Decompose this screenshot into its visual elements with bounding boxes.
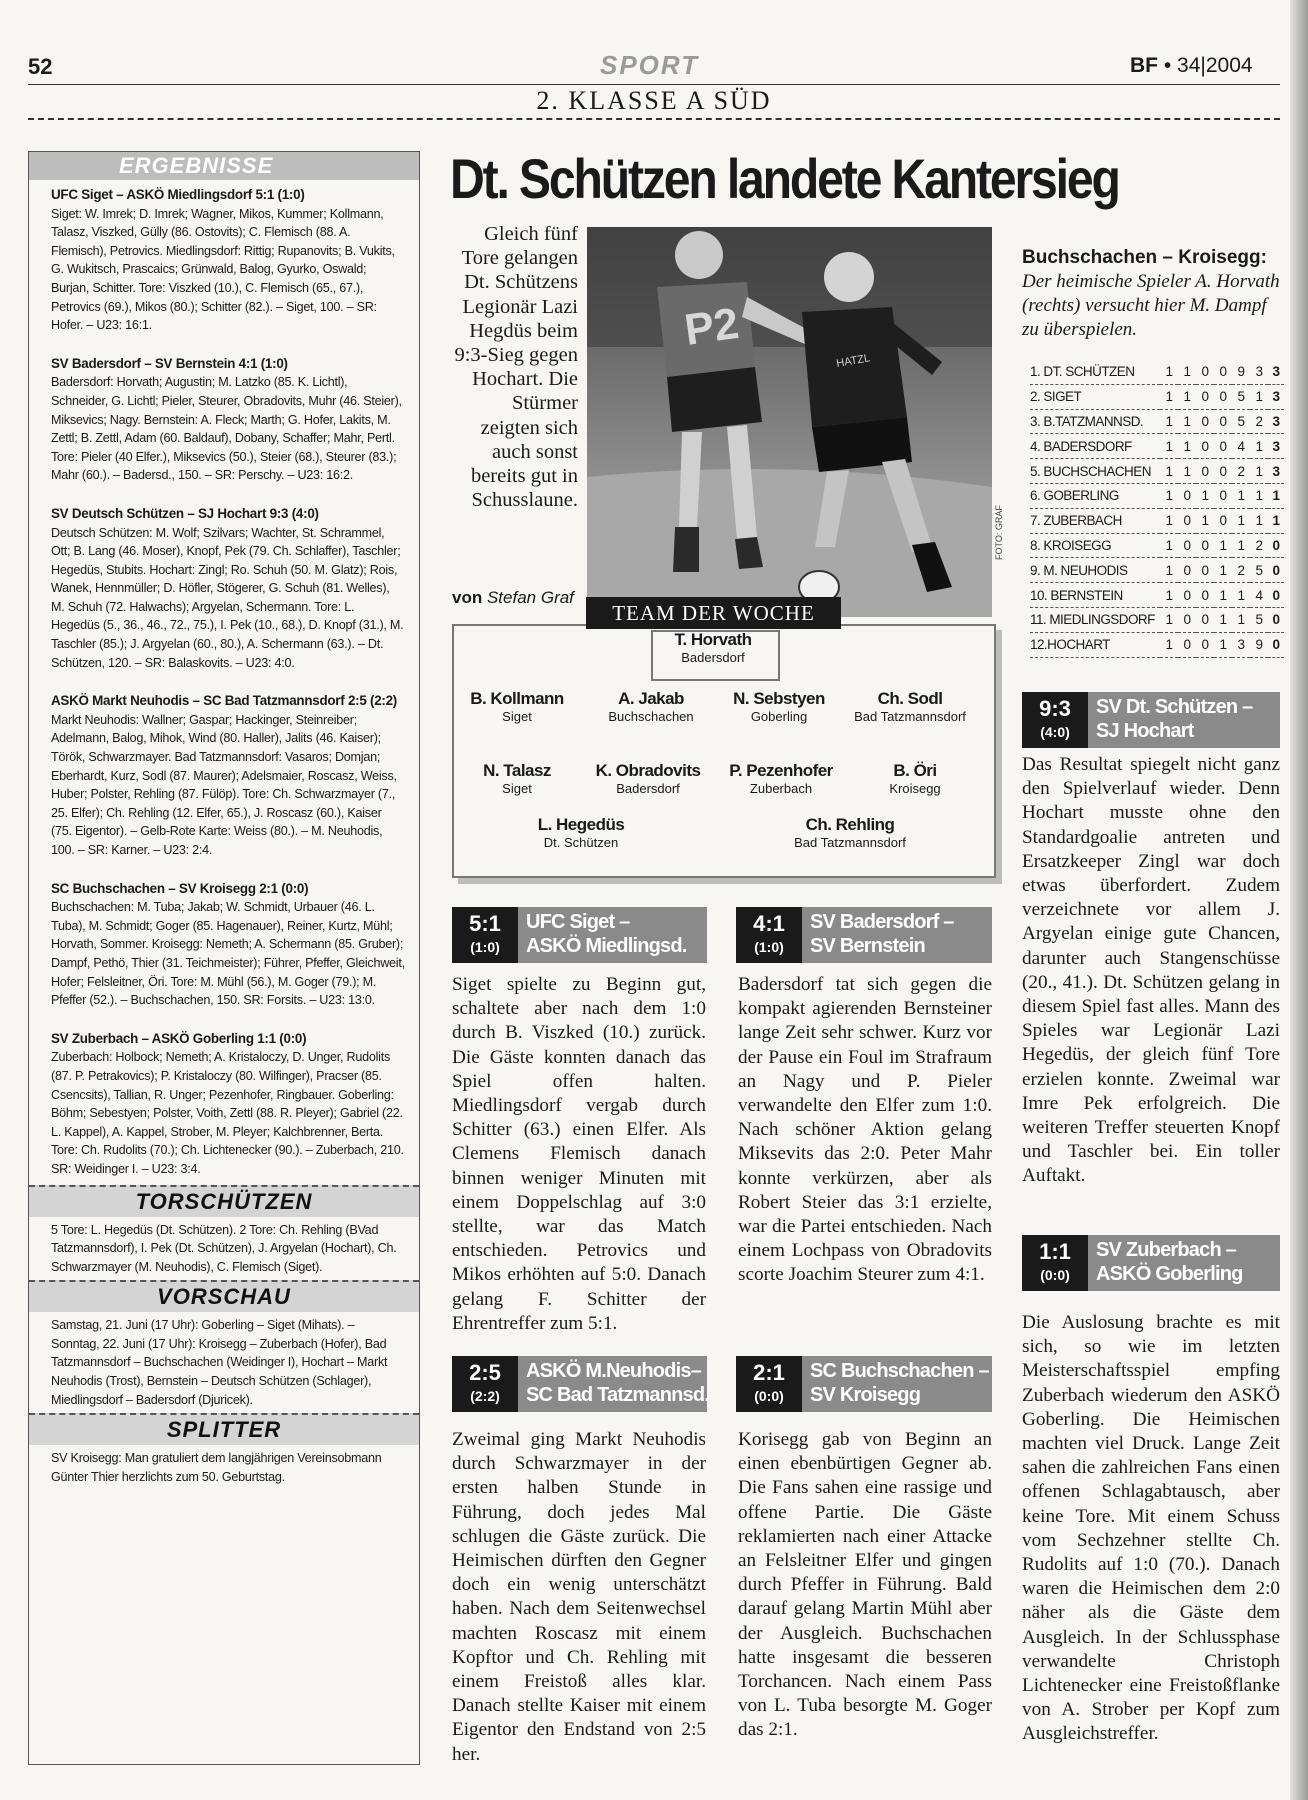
headline: Dt. Schützen landete Kantersieg — [450, 147, 1119, 210]
standings-w: 0 — [1178, 632, 1196, 657]
svg-text:P2: P2 — [681, 298, 742, 355]
standings-w: 1 — [1178, 459, 1196, 484]
halftime-score: (1:0) — [470, 939, 500, 955]
standings-d: 0 — [1196, 434, 1214, 459]
standings-ga: 1 — [1250, 384, 1268, 409]
issue-info — [1130, 54, 1253, 78]
torschuetzen-banner: TORSCHÜTZEN — [29, 1185, 419, 1217]
standings-points: 0 — [1268, 632, 1284, 657]
team-names — [1096, 695, 1276, 743]
player-club: Zuberbach — [749, 781, 813, 796]
halftime-score: (0:0) — [754, 1388, 784, 1404]
lead-paragraph: Gleich fünf Tore gelangen Dt. Schützens Legionär Lazi Hegdüs beim 9:3-Sieg gegen Hochart. Die Stürmer zeigten sich auch sonst bereits gut in Schusslaune. — [454, 223, 578, 512]
scorebox-badersdorf-bernstein — [736, 907, 992, 963]
standings-row — [1030, 607, 1284, 632]
halftime-score: (1:0) — [754, 939, 784, 955]
standings-row — [1030, 632, 1284, 657]
standings-d: 0 — [1196, 459, 1214, 484]
byline-author: Stefan Graf — [486, 588, 574, 607]
standings-gf: 1 — [1232, 583, 1250, 608]
standings-d: 0 — [1196, 360, 1214, 384]
standings-row — [1030, 583, 1284, 608]
away-team: SV Bernstein — [810, 935, 925, 957]
standings-team: 7. ZUBERBACH — [1030, 508, 1160, 533]
standings-g: 1 — [1160, 434, 1178, 459]
standings-l: 1 — [1214, 607, 1232, 632]
player-midfielder-4 — [835, 761, 995, 796]
standings-team: 4. BADERSDORF — [1030, 434, 1160, 459]
player-forward-1 — [501, 815, 661, 850]
player-club: Dt. Schützen — [543, 835, 619, 850]
standings-points: 3 — [1268, 434, 1284, 459]
player-name: N. Sebstyen — [733, 689, 825, 708]
standings-d: 0 — [1196, 558, 1214, 583]
standings-g: 1 — [1160, 409, 1178, 434]
player-club: Bad Tatzmannsdorf — [794, 835, 906, 850]
caption-text: Der heimische Spieler A. Horvath (rechts) versucht hier M. Dampf zu überspielen. — [1022, 271, 1280, 340]
result-game-2 — [29, 355, 419, 485]
match-photo — [587, 227, 992, 617]
player-name: Ch. Sodl — [877, 689, 943, 708]
byline-prefix: von — [452, 588, 483, 607]
standings-g: 1 — [1160, 459, 1178, 484]
standings-gf: 5 — [1232, 409, 1250, 434]
standings-w: 1 — [1178, 409, 1196, 434]
standings-gf: 1 — [1232, 607, 1250, 632]
standings-ga: 1 — [1250, 508, 1268, 533]
standings-points: 0 — [1268, 583, 1284, 608]
splitter-banner: SPLITTER — [29, 1413, 419, 1445]
halftime-score: (2:2) — [470, 1388, 500, 1404]
standings-team: 1. DT. SCHÜTZEN — [1030, 360, 1160, 384]
player-name: T. Horvath — [674, 630, 752, 649]
standings-points: 3 — [1268, 409, 1284, 434]
team-names — [526, 1359, 710, 1407]
scorebox-schuetzen-hochart — [1022, 692, 1280, 748]
result-game-3 — [29, 505, 419, 672]
player-club: Buchschachen — [608, 709, 694, 724]
standings-l: 1 — [1214, 558, 1232, 583]
final-score: 5:1 — [469, 911, 501, 936]
vorschau-banner: VORSCHAU — [29, 1280, 419, 1312]
final-score: 2:5 — [469, 1360, 501, 1385]
standings-gf: 2 — [1232, 558, 1250, 583]
standings-points: 3 — [1268, 360, 1284, 384]
home-team: SV Dt. Schützen – — [1096, 696, 1253, 718]
standings-g: 1 — [1160, 533, 1178, 558]
standings-team: 6. GOBERLING — [1030, 483, 1160, 508]
standings-gf: 1 — [1232, 533, 1250, 558]
issue-number: • 34|2004 — [1163, 54, 1253, 77]
player-club: Kroisegg — [889, 781, 941, 796]
result-title: ASKÖ Markt Neuhodis – SC Bad Tatzmannsdorf 2:5 (2:2) — [51, 693, 398, 709]
player-name: P. Pezenhofer — [729, 761, 833, 780]
scorebox-neuhodis-tatzmannsdorf — [452, 1356, 710, 1412]
away-team: SC Bad Tatzmannsd. — [526, 1384, 710, 1406]
player-defender-4 — [830, 689, 990, 724]
player-goalkeeper — [633, 630, 793, 665]
result-details: Deutsch Schützen: M. Wolf; Szilvars; Wachter, St. Schrammel, Ott; B. Lang (46. Moser), Knopf, Pek (79. Ch. Schlaffer), Taschler; Hegedüs, Stubits. Hochart: Zingl; Ro. Schuh (50. M. Glatz); Rois, Wanek, Hennmüller; D. Höfler, Stögerer, G. Schuh (81. Welles), M. Schuh (72. Halwachs); Argyelan, Schermann. Tore: L. Hegedüs (5., 36., 46., 72., 75.), I. Pek (10., 68.), D. Knopf (31.), M. Taschler (85.); J. Argyelan (60., 80.), A. Schermann (63.). – Dt. Schützen, 120. – SR: Balaskovits. – U23: 4:0. — [51, 525, 404, 670]
score-block — [452, 1356, 518, 1412]
standings-points: 0 — [1268, 533, 1284, 558]
halftime-score: (4:0) — [1040, 724, 1070, 740]
standings-l: 1 — [1214, 533, 1232, 558]
standings-gf: 1 — [1232, 508, 1250, 533]
standings-team: 11. MIEDLINGSDORF — [1030, 607, 1160, 632]
player-name: B. Kollmann — [470, 689, 564, 708]
team-names — [810, 910, 988, 958]
standings-l: 0 — [1214, 459, 1232, 484]
svg-text:HATZL: HATZL — [835, 352, 872, 370]
team-names — [810, 1359, 988, 1407]
standings-row — [1030, 508, 1284, 533]
score-block — [452, 907, 518, 963]
standings-d: 0 — [1196, 533, 1214, 558]
standings-w: 0 — [1178, 483, 1196, 508]
player-name: K. Obradovits — [595, 761, 701, 780]
football-players-photo — [587, 227, 992, 617]
standings-ga: 3 — [1250, 360, 1268, 384]
standings-d: 0 — [1196, 384, 1214, 409]
standings-d: 1 — [1196, 508, 1214, 533]
standings-gf: 3 — [1232, 632, 1250, 657]
final-score: 4:1 — [753, 911, 785, 936]
home-team: UFC Siget – — [526, 911, 630, 933]
player-club: Goberling — [750, 709, 808, 724]
result-title: UFC Siget – ASKÖ Miedlingsdorf 5:1 (1:0) — [51, 187, 305, 202]
player-forward-2 — [770, 815, 930, 850]
score-block — [736, 907, 802, 963]
standings-gf: 4 — [1232, 434, 1250, 459]
magazine-name: BF — [1130, 54, 1158, 77]
standings-team: 12.HOCHART — [1030, 632, 1160, 657]
standings-gf: 5 — [1232, 384, 1250, 409]
splitter-text: SV Kroisegg: Man gratuliert dem langjährigen Vereinsobmann Günter Thier herzlichts zum 50. Geburtstag. — [51, 1451, 382, 1484]
report-neuhodis-tatzmannsdorf: Zweimal ging Markt Neuhodis durch Schwarzmayer in der ersten halben Stunde in Führung, doch jedes Mal schlugen die Gäste zurück. Die Heimischen dürften den Gegner doch ein wenig unterschätzt haben. Nach dem Seitenwechsel machten Roscasz mit einem Kopftor und Ch. Rehling mit einem Freistoß alles klar. Danach stellte Kaiser mit einem Eigentor den Endstand von 2:5 her. — [452, 1429, 706, 1765]
standings-l: 0 — [1214, 360, 1232, 384]
standings-g: 1 — [1160, 483, 1178, 508]
standings-w: 0 — [1178, 558, 1196, 583]
standings-team: 9. M. NEUHODIS — [1030, 558, 1160, 583]
result-details: Buchschachen: M. Tuba; Jakab; W. Schmidt, Urbauer (46. L. Tuba), M. Schmidt; Goger (85. Hagenauer), Reiner, Kurtz, Mühl; Horvath, Sommer. Kroisegg: Nemeth; A. Schermann (85. Gruber); Dampf, Pethö, Thier (31. Teichmeister); Führer, Pfeffer, Gleichweit, Hofer; Felsleitner, Öri. Tore: M. Mühl (56.), M. Goger (79.); M. Pfeffer (52.). – Buchschachen, 150. SR: Forsits. – U23: 13:0. — [51, 900, 405, 1008]
scorebox-buchschachen-kroisegg — [736, 1356, 992, 1412]
standings-g: 1 — [1160, 632, 1178, 657]
header-rule — [28, 84, 1280, 85]
standings-d: 0 — [1196, 607, 1214, 632]
standings-ga: 1 — [1250, 483, 1268, 508]
result-title: SV Deutsch Schützen – SJ Hochart 9:3 (4:0) — [51, 505, 319, 521]
standings-row — [1030, 384, 1284, 409]
result-details: Badersdorf: Horvath; Augustin; M. Latzko (85. K. Lichtl), Schneider, G. Lichtl; Pieler, Steurer, Obradovits, Muhr (46. Steier), Miksevics; Nagy. Bernstein: A. Fleck; Marth; G. Hofer, Lakits, M. Zettl; B. Zettl, Adam (60. Baldauf), Dobany, Schaffer; Mahr, Pertl. Tore: Pieler (40 Elfer.), Miksevics (50.), Steier (68.), Steurer (83.); Mahr (60.). – Badersd., 150. – SR: Perschy. – U23: 16:2. — [51, 375, 402, 483]
standings-team: 5. BUCHSCHACHEN — [1030, 459, 1160, 484]
home-team: ASKÖ M.Neuhodis– — [526, 1360, 701, 1382]
player-club: Bad Tatzmannsdorf — [854, 709, 966, 724]
standings-l: 0 — [1214, 384, 1232, 409]
player-club: Badersdorf — [616, 781, 680, 796]
standings-d: 1 — [1196, 483, 1214, 508]
player-name: N. Talasz — [483, 761, 551, 780]
byline — [452, 588, 578, 608]
away-team: SJ Hochart — [1096, 720, 1194, 742]
player-name: Ch. Rehling — [805, 815, 895, 834]
halftime-score: (0:0) — [1040, 1267, 1070, 1283]
standings-g: 1 — [1160, 360, 1178, 384]
player-name: L. Hegedüs — [537, 815, 625, 834]
standings-row — [1030, 360, 1284, 384]
result-game-1 — [29, 186, 419, 335]
standings-ga: 2 — [1250, 533, 1268, 558]
page-edge-shadow — [1290, 0, 1308, 1800]
standings-ga: 2 — [1250, 409, 1268, 434]
report-buchschachen-kroisegg: Korisegg gab von Beginn an einen ebenbürtigen Gegner ab. Die Fans sahen eine rassige und offene Partie. Die Gäste reklamierten nach einer Attacke an Felsleitner Elfer und gingen durch Pfeffer in Führung. Bald darauf gelang Martin Mühl aber der Ausgleich. Buchschachen hatte insgesamt die besseren Torchancen. Nach einem Pass von L. Tuba besorgte M. Goger das 2:1. — [738, 1429, 992, 1741]
result-game-6 — [29, 1030, 419, 1179]
standings-gf: 1 — [1232, 483, 1250, 508]
results-column — [28, 151, 420, 1765]
result-title: SC Buchschachen – SV Kroisegg 2:1 (0:0) — [51, 880, 309, 896]
score-block — [1022, 692, 1088, 748]
standings-l: 0 — [1214, 434, 1232, 459]
standings-row — [1030, 558, 1284, 583]
standings-table — [1030, 360, 1284, 658]
standings-team: 8. KROISEGG — [1030, 533, 1160, 558]
standings-w: 0 — [1178, 533, 1196, 558]
standings-ga: 9 — [1250, 632, 1268, 657]
standings-d: 0 — [1196, 632, 1214, 657]
report-badersdorf-bernstein: Badersdorf tat sich gegen die kompakt agierenden Bernsteiner lange Zeit sehr schwer. Kurz vor der Pause ein Foul im Strafraum an Nagy und P. Pieler verwandelte den Elfer zum 1:0. Nach schöner Aktion gelang Miksevits das 2:0. Peter Mahr konnte verkürzen, aber als Robert Steier das 3:1 erzielte, war die Partei entschieden. Nach einem Lochpass von Obradovits scorte Joachim Steurer zum 4:1. — [738, 974, 992, 1286]
report-zuberbach-goberling: Die Auslosung brachte es mit sich, so wie im letzten Meisterschaftsspiel empfing Zuberbach wiederum den ASKÖ Goberling. Die Heimischen machten viel Druck. Lange Zeit sahen die zahlreichen Fans einen offenen Schlagabtausch, aber keine Tore. Mit einem Schuss vom Sechzehner stellte Ch. Rudolits auf 1:0 (70.). Danach waren die Heimischen dem 2:0 näher als die Gäste dem Ausgleich. In der Schlussphase verwandelte Christoph Lichtenecker eine Freistoßflanke von A. Strober per Kopf zum Ausgleichstreffer. — [1022, 1312, 1280, 1745]
standings-team: 2. SIGET — [1030, 384, 1160, 409]
standings-g: 1 — [1160, 583, 1178, 608]
away-team: ASKÖ Goberling — [1096, 1263, 1243, 1285]
standings-d: 0 — [1196, 583, 1214, 608]
scorebox-zuberbach-goberling — [1022, 1235, 1280, 1291]
standings-d: 0 — [1196, 409, 1214, 434]
score-block — [736, 1356, 802, 1412]
standings-w: 1 — [1178, 360, 1196, 384]
standings-row — [1030, 409, 1284, 434]
standings-ga: 1 — [1250, 459, 1268, 484]
result-game-5 — [29, 880, 419, 1010]
standings-w: 1 — [1178, 434, 1196, 459]
scorebox-siget-miedlingsdorf — [452, 907, 707, 963]
standings-team: 3. B.TATZMANNSD. — [1030, 409, 1160, 434]
section-name: SPORT — [600, 50, 700, 80]
standings-l: 0 — [1214, 508, 1232, 533]
result-game-4 — [29, 692, 419, 859]
standings-gf: 9 — [1232, 360, 1250, 384]
home-team: SV Zuberbach – — [1096, 1239, 1236, 1261]
standings-gf: 2 — [1232, 459, 1250, 484]
standings-team: 10. BERNSTEIN — [1030, 583, 1160, 608]
final-score: 2:1 — [753, 1360, 785, 1385]
standings-ga: 5 — [1250, 558, 1268, 583]
standings-g: 1 — [1160, 508, 1178, 533]
vorschau-text: Samstag, 21. Juni (17 Uhr): Goberling – Siget (Mihats). – Sonntag, 22. Juni (17 Uhr): Kroisegg – Zuberbach (Hofer), Bad Tatzmannsdorf – Buchschachen (Weidinger I), Hochart – Markt Neuhodis (Trost), Bernstein – Deutsch Schützen (Schlager), Miedlingsdorf – Badersdorf (Djuricek). — [51, 1318, 388, 1407]
photo-caption — [1022, 246, 1284, 342]
standings-row — [1030, 533, 1284, 558]
standings-g: 1 — [1160, 558, 1178, 583]
standings-points: 1 — [1268, 508, 1284, 533]
standings-ga: 5 — [1250, 607, 1268, 632]
player-club: Siget — [502, 781, 532, 796]
result-details: Markt Neuhodis: Wallner; Gaspar; Hackinger, Steinreiber; Adelmann, Balog, Mihok, Wind (80. Haller), Jalits (46. Kaiser); Török, Schwarzmayer. Bad Tatzmannsdorf: Vasaros; Domjan; Eberhardt, Kurz, Sodl (87. Maurer); Adelsmaier, Roscasz, Weiss, Huber; Polster, Rehling (87. Fülöp). Tore: Ch. Schwarzmayer (7., 25. Elfer); Ch. Rehling (12. Elfer, 65.), J. Roscasz (60.), Kaiser (75. Eigentor). – Gelb-Rote Karte: Weiss (80.). – M. Neuhodis, 100. – SR: Karner. – U23: 2:4. — [51, 712, 397, 857]
team-names — [1096, 1238, 1276, 1286]
standings-points: 3 — [1268, 384, 1284, 409]
player-club: Badersdorf — [681, 650, 745, 665]
division-title: 2. KLASSE A SÜD — [536, 86, 772, 115]
standings-points: 0 — [1268, 558, 1284, 583]
torschuetzen-text: 5 Tore: L. Hegedüs (Dt. Schützen). 2 Tore: Ch. Rehling (BVad Tatzmannsdorf), I. Pek (Dt. Schützen), J. Argyelan (Hochart), Ch. Schwarzmayer (M. Neuhodis), C. Flemisch (Siget). — [51, 1222, 397, 1274]
player-name: B. Öri — [893, 761, 937, 780]
standings-row — [1030, 434, 1284, 459]
final-score: 1:1 — [1039, 1239, 1071, 1264]
home-team: SV Badersdorf – — [810, 911, 954, 933]
home-team: SC Buchschachen – — [810, 1360, 989, 1382]
result-title: SV Zuberbach – ASKÖ Goberling 1:1 (0:0) — [51, 1030, 307, 1046]
caption-title: Buchschachen – Kroisegg: — [1022, 247, 1267, 268]
standings-points: 1 — [1268, 483, 1284, 508]
score-block — [1022, 1235, 1088, 1291]
standings-g: 1 — [1160, 607, 1178, 632]
standings-points: 3 — [1268, 459, 1284, 484]
dashed-rule — [28, 118, 1280, 120]
standings-w: 0 — [1178, 607, 1196, 632]
standings-l: 0 — [1214, 409, 1232, 434]
report-siget-miedlingsdorf: Siget spielte zu Beginn gut, schaltete aber nach dem 1:0 durch B. Viszked (10.) zurück. Die Gäste konnten danach das Spiel offen halten. Miedlingsdorf vergab durch Schitter (63.) einen Elfer. Als Clemens Flemisch danach binnen weniger Minuten mit einem Doppelschlag auf 3:0 stellte, war das Match entschieden. Petrovics und Mikos erhöhten auf 5:0. Danach gelang F. Schitter der Ehrentreffer zum 5:1. — [452, 974, 706, 1334]
final-score: 9:3 — [1039, 696, 1071, 721]
away-team: ASKÖ Miedlingsd. — [526, 935, 687, 957]
standings-l: 1 — [1214, 583, 1232, 608]
photo-credit: FOTO: GRAF — [994, 505, 1004, 560]
player-club: Siget — [502, 709, 532, 724]
standings-ga: 4 — [1250, 583, 1268, 608]
result-details: Siget: W. Imrek; D. Imrek; Wagner, Mikos, Kummer; Kollmann, Talasz, Viszked, Gülly (86. Ostovits); C. Flemisch (88. A. Flemisch), Petrovics. Miedlingsdorf: Rittig; Rupanovits; B. Vukits, G. Wukitsch, Prascaics; Grünwald, Balog, Gyurko, Oswald; Burjan, Schitter. Tore: Viszked (10.), C. Flemisch (65., 67.), Petrovics (69.), Mikos (80.); Schitter (82.). – Siget, 100. – SR: Hofer. – U23: 16:1. — [51, 206, 395, 333]
standings-l: 0 — [1214, 483, 1232, 508]
team-der-woche-title: TEAM DER WOCHE — [586, 597, 841, 629]
result-title: SV Badersdorf – SV Bernstein 4:1 (1:0) — [51, 355, 288, 371]
standings-points: 0 — [1268, 607, 1284, 632]
report-schuetzen-hochart: Das Resultat spiegelt nicht ganz den Spielverlauf wieder. Denn Hochart musste ohne den Standardgoalie antreten und Ersatzkeeper Zingl war doch etwas überfordert. Zudem verzeichnete vor allem J. Argyelan einige gute Chancen, darunter auch Stangenschüsse (20., 41.). Dt. Schützen gelang in diesem Spiel fast alles. Mann des Spieles war Legionär Lazi Hegedüs, der gleich fünf Tore erzielen konnte. Zweimal war Imre Pek erfolgreich. Die weiteren Treffer steuerten Knopf und Taschler bei. Ein toller Auftakt. — [1022, 754, 1280, 1187]
standings-w: 0 — [1178, 508, 1196, 533]
player-name: A. Jakab — [618, 689, 684, 708]
ergebnisse-banner: ERGEBNISSE — [29, 152, 419, 180]
standings-row — [1030, 459, 1284, 484]
result-details: Zuberbach: Holbock; Nemeth; A. Kristaloczy, D. Unger, Rudolits (87. P. Petrakovics); P. Kristaloczy (80. Wilfinger), Pracser (85. Csencsits), Tallian, R. Unger; Pezenhofer, Ringbauer. Goberling: Böhm; Sebestyen; Polster, Voith, Zettl (88. R. Pleyer); Gabriel (22. L. Kappel), A. Kappel, Strober, M. Pleyer; Kalchbrenner, Berta. Tore: Ch. Rudolits (70.); Ch. Lichtenecker (90.). – Zuberbach, 210. SR: Weidinger I. – U23: 3:4. — [51, 1050, 404, 1176]
standings-w: 1 — [1178, 384, 1196, 409]
standings-ga: 1 — [1250, 434, 1268, 459]
page-number: 52 — [28, 54, 53, 79]
standings-w: 0 — [1178, 583, 1196, 608]
away-team: SV Kroisegg — [810, 1384, 921, 1406]
team-names — [526, 910, 703, 958]
standings-g: 1 — [1160, 384, 1178, 409]
standings-row — [1030, 483, 1284, 508]
standings-l: 1 — [1214, 632, 1232, 657]
